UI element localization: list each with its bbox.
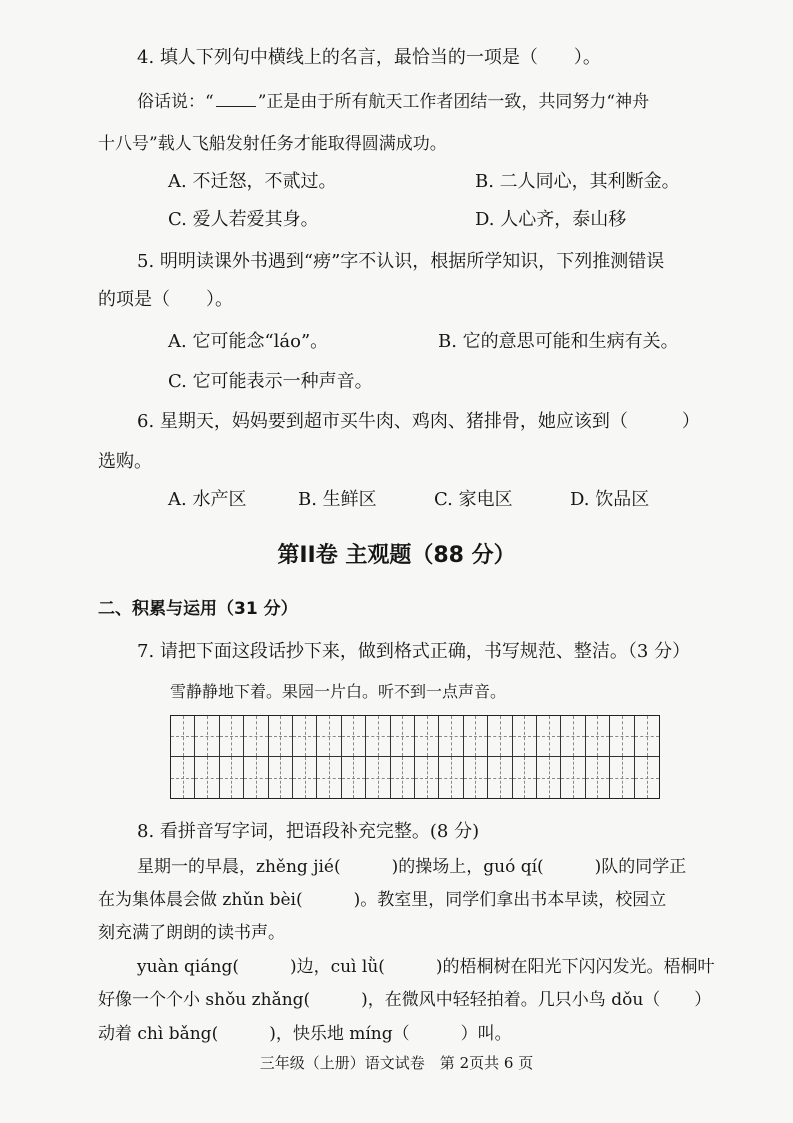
page-footer: 三年级（上册）语文试卷 第 2页共 6 页 [259,1054,534,1072]
q5-option-b: B. 它的意思可能和生病有关。 [438,331,679,352]
q6-option-a: A. 水产区 [168,489,247,510]
grid-cell[interactable] [561,716,585,757]
part2-heading: 第II卷 主观题（88 分） [277,543,516,568]
grid-cell[interactable] [513,716,537,757]
grid-cell[interactable] [464,716,488,757]
q8-line5: 好像一个个小 shǒu zhǎng( )，在微风中轻轻拍着。几只小鸟 dǒu（ ） [98,990,712,1010]
q8-line3: 刻充满了朗朗的读书声。 [98,923,285,943]
q5-stem-cont: 的项是（ ）。 [98,289,233,310]
q6-option-c: C. 家电区 [434,489,513,510]
grid-cell[interactable] [171,757,195,798]
grid-cell[interactable] [391,757,415,798]
grid-cell[interactable] [513,757,537,798]
q8-line1: 星期一的早晨，zhěng jié( )的操场上，guó qí( )队的同学正 [137,857,687,877]
grid-cell[interactable] [610,716,634,757]
q8-line2: 在为集体晨会做 zhǔn bèi( )。教室里，同学们拿出书本早读，校园立 [98,890,667,910]
grid-cell[interactable] [439,757,463,798]
grid-cell[interactable] [488,757,512,798]
q7-passage: 雪静静地下着。果园一片白。听不到一点声音。 [170,682,507,701]
grid-cell[interactable] [317,757,341,798]
grid-cell[interactable] [366,716,390,757]
grid-cell[interactable] [439,716,463,757]
q7-stem: 7. 请把下面这段话抄下来，做到格式正确，书写规范、整洁。（3 分） [137,641,691,662]
grid-cell[interactable] [415,716,439,757]
q4-fill-blank [216,90,256,107]
q4-option-b: B. 二人同心，其利断金。 [475,171,680,192]
q5-option-a: A. 它可能念“láo”。 [168,331,329,352]
grid-cell[interactable] [317,716,341,757]
grid-cell[interactable] [195,716,219,757]
section2-heading: 二、积累与运用（31 分） [98,599,298,619]
grid-cell[interactable] [269,757,293,798]
grid-cell[interactable] [415,757,439,798]
grid-cell[interactable] [293,716,317,757]
q4-line1-b: ”正是由于所有航天工作者团结一致，共同努力“神舟 [257,92,650,112]
q6-stem-cont: 选购。 [98,451,152,472]
q4-stem: 4. 填人下列句中横线上的名言，最恰当的一项是（ ）。 [137,47,601,68]
q6-option-d: D. 饮品区 [570,489,650,510]
grid-cell[interactable] [537,757,561,798]
grid-cell[interactable] [171,716,195,757]
grid-cell[interactable] [342,716,366,757]
q4-option-c: C. 爱人若爱其身。 [168,209,319,230]
writing-grid[interactable] [170,715,660,799]
grid-cell[interactable] [488,716,512,757]
q8-line4: yuàn qiáng( )边，cuì lǜ( )的梧桐树在阳光下闪闪发光。梧桐叶 [137,957,715,977]
grid-cell[interactable] [635,716,659,757]
grid-cell[interactable] [586,716,610,757]
q4-line1-a: 俗话说：“ [137,92,214,112]
q5-stem: 5. 明明读课外书遇到“痨”字不认识，根据所学知识，下列推测错误 [137,251,665,272]
grid-cell[interactable] [293,757,317,798]
grid-cell[interactable] [391,716,415,757]
grid-cell[interactable] [635,757,659,798]
q5-option-c: C. 它可能表示一种声音。 [168,371,373,392]
q4-option-a: A. 不迁怒，不贰过。 [168,171,337,192]
grid-cell[interactable] [244,716,268,757]
q8-line6: 动着 chì bǎng( )，快乐地 míng（ ）叫。 [98,1024,512,1044]
grid-cell[interactable] [342,757,366,798]
grid-cell[interactable] [610,757,634,798]
grid-cell[interactable] [561,757,585,798]
grid-cell[interactable] [244,757,268,798]
grid-cell[interactable] [537,716,561,757]
q6-stem: 6. 星期天，妈妈要到超市买牛肉、鸡肉、猪排骨，她应该到（ ） [137,411,700,432]
q4-sentence-line1 [137,90,649,114]
grid-cell[interactable] [195,757,219,798]
q6-option-b: B. 生鲜区 [298,489,377,510]
grid-cell[interactable] [269,716,293,757]
grid-cell[interactable] [220,716,244,757]
grid-cell[interactable] [464,757,488,798]
grid-cell[interactable] [586,757,610,798]
q4-sentence-line2: 十八号”载人飞船发射任务才能取得圆满成功。 [98,134,447,154]
q8-stem: 8. 看拼音写字词，把语段补充完整。(8 分) [137,821,480,842]
grid-cell[interactable] [366,757,390,798]
q4-option-d: D. 人心齐，泰山移 [475,209,627,230]
grid-cell[interactable] [220,757,244,798]
